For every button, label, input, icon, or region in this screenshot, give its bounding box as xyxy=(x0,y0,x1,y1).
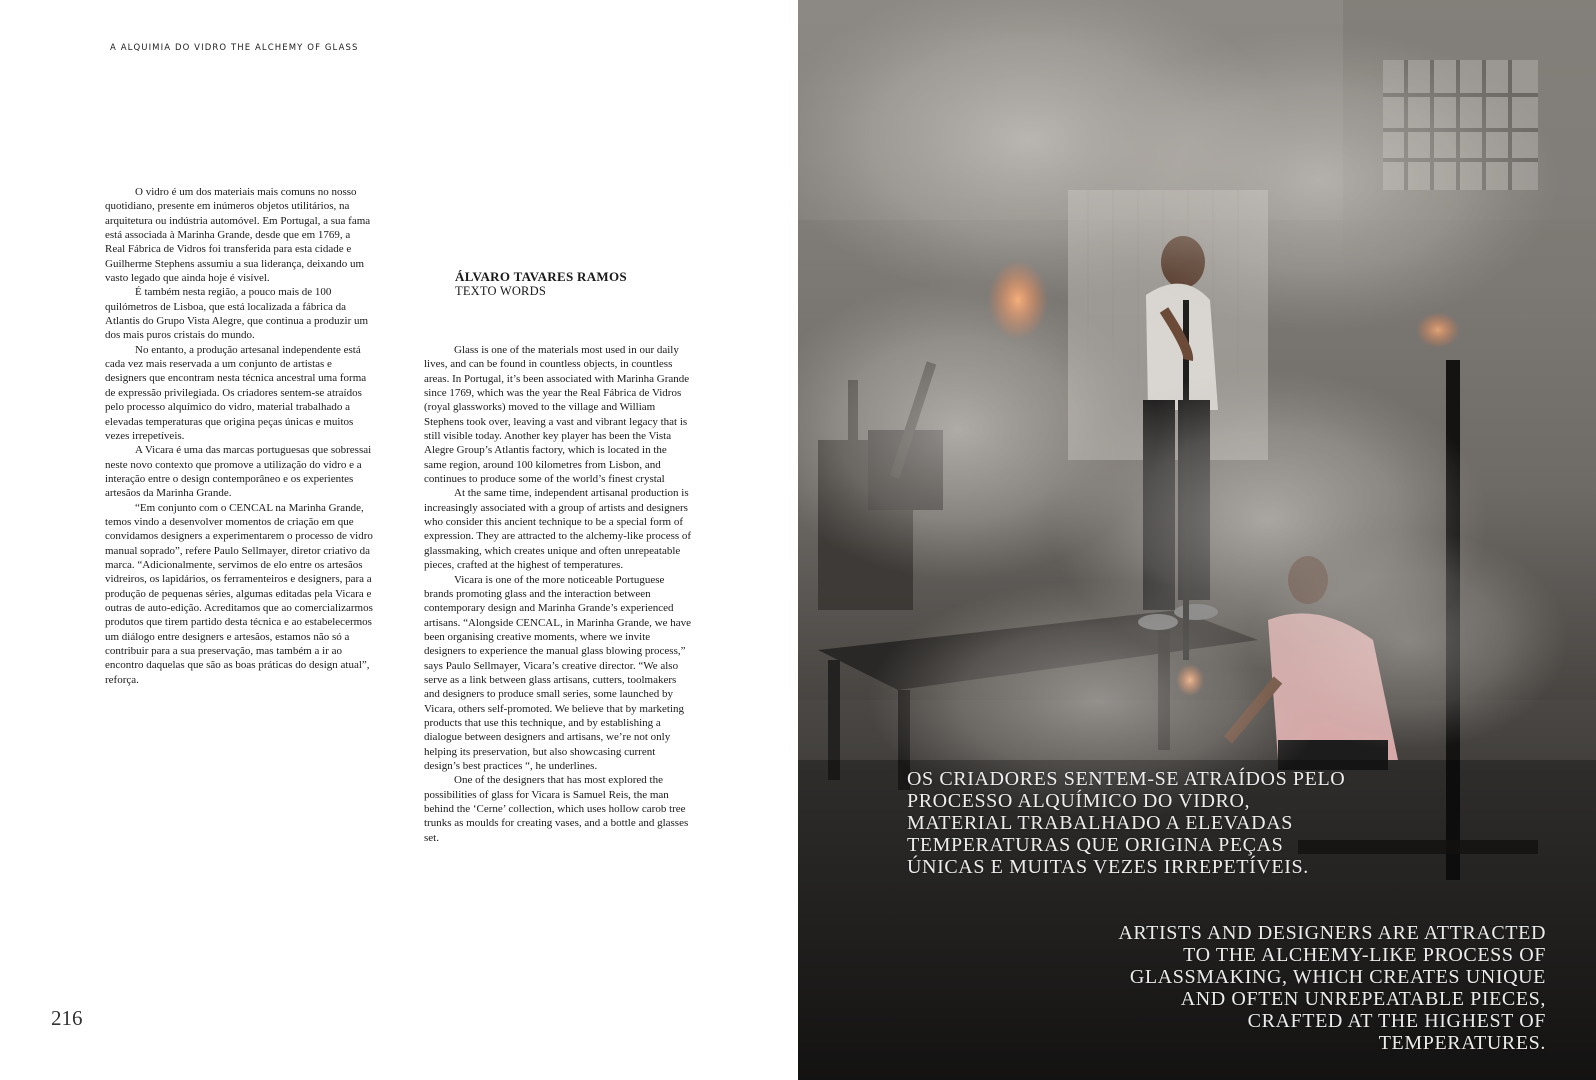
english-text-column xyxy=(424,343,692,845)
author-role: TEXTO WORDS xyxy=(455,284,546,298)
pull-quote-portuguese: OS CRIADORES SENTEM-SE ATRAÍDOS PELO PROCESSO ALQUÍMICO DO VIDRO, MATERIAL TRABALHADO A ELEVADAS TEMPERATURAS QUE ORIGINA PEÇAS ÚNICAS E MUITAS VEZES IRREPETÍVEIS. xyxy=(907,768,1346,878)
author-name: ÁLVARO TAVARES RAMOS xyxy=(455,269,627,284)
byline xyxy=(455,269,627,298)
english-paragraph: At the same time, independent artisanal production is increasingly associated with a group of artists and designers who consider this ancient technique to be a special form of expression. They are attracted to the alchemy-like process of glassmaking, which creates unique and often unrepeatable pieces, crafted at the highest of temperatures. xyxy=(424,487,692,572)
portuguese-paragraph: A Vicara é uma das marcas portuguesas que sobressai neste novo contexto que promove a utilização do vidro e a interação entre o design contemporâneo e os experientes artesãos da Marinha Grande. xyxy=(105,444,372,500)
portuguese-paragraph: “Em conjunto com o CENCAL na Marinha Grande, temos vindo a desenvolver momentos de criação em que convidamos designers a experimentarem o processo de vidro manual soprado”, refere Paulo Sellmayer, diretor criativo da marca. “Adicionalmente, servimos de elo entre os artesãos vidreiros, os lapidários, os ferramenteiros e designers, para a produção de pequenas séries, algumas editadas pela Vicara e outras de auto-edição. Acreditamos que ao comercializarmos produtos que tirem partido desta técnica e ao estabelecermos um diálogo entre designers e artesãos, estamos não só a contribuir para a sua preservação, mas também a ir ao encontro daquelas que são as boas práticas do design atual”, reforça. xyxy=(105,501,373,686)
running-head: A ALQUIMIA DO VIDRO THE ALCHEMY OF GLASS xyxy=(110,43,359,53)
portuguese-paragraph: O vidro é um dos materiais mais comuns no nosso quotidiano, presente em inúmeros objetos utilitários, na arquitetura ou indústria automóvel. Em Portugal, a sua fama está associada à Marinha Grande, desde que em 1769, a Real Fábrica de Vidros foi transferida para esta cidade e Guilherme Stephens assumiu a sua liderança, deixando um vasto legado que ainda hoje é visível. xyxy=(105,186,371,285)
portuguese-text-column xyxy=(105,185,373,687)
english-paragraph: Vicara is one of the more noticeable Portuguese brands promoting glass and the interaction between contemporary design and Marinha Grande’s experienced artisans. “Alongside CENCAL, in Marinha Grande, we have been organising creative moments, where we invite designers to experience the manual glass blowing process,” says Paulo Sellmayer, Vicara’s creative director. “We also serve as a link between glass artisans, cutters, toolmakers and designers to produce small series, some launched by Vicara, others self-promoted. We believe that by marketing products that use this technique, and by establishing a dialogue between designers and artisans, we’re not only helping its preservation, but also showcasing current design’s best practices “, he underlines. xyxy=(424,573,691,772)
photo-illustration xyxy=(798,0,1596,1080)
glassblowing-photo xyxy=(798,0,1596,1080)
portuguese-paragraph: É também nesta região, a pouco mais de 100 quilómetros de Lisboa, que está localizada a fábrica da Atlantis do Grupo Vista Alegre, que continua a produzir um dos mais puros cristais do mundo. xyxy=(105,286,369,342)
pull-quote-english: ARTISTS AND DESIGNERS ARE ATTRACTED TO THE ALCHEMY-LIKE PROCESS OF GLASSMAKING, WHICH CREATES UNIQUE AND OFTEN UNREPEATABLE PIECES, CRAFTED AT THE HIGHEST OF TEMPERATURES. xyxy=(1118,922,1546,1054)
page-number: 216 xyxy=(51,1006,83,1030)
portuguese-paragraph: No entanto, a produção artesanal independente está cada vez mais reservada a um conjunto de artistas e designers que encontram nesta técnica ancestral uma forma de expressão privilegiada. Os criadores sentem-se atraídos pelo processo alquímico do vidro, material trabalhado a elevadas temperaturas que origina peças únicas e muitos vezes irrepetíveis. xyxy=(105,343,367,442)
english-paragraph: One of the designers that has most explored the possibilities of glass for Vicara is Samuel Reis, the man behind the ‘Cerne’ collection, which uses hollow carob tree trunks as moulds for creating vases, and a bottle and glasses set. xyxy=(424,774,689,844)
english-paragraph: Glass is one of the materials most used in our daily lives, and can be found in countless objects, in countless areas. In Portugal, it’s been associated with Marinha Grande since 1769, which was the year the Real Fábrica de Vidros (royal glassworks) moved to the village and William Stephens took over, leaving a vast and vibrant legacy that is still visible today. Another key player has been the Vista Alegre Group’s Atlantis factory, which is located in the same region, around 100 kilometres from Lisbon, and continues to produce some of the world’s finest crystal xyxy=(424,344,690,486)
